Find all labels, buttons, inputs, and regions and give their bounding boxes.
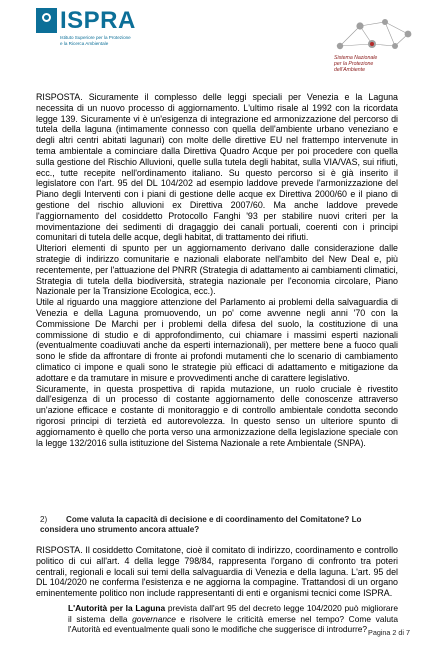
question-3-paragraph	[68, 603, 398, 635]
ispra-subtitle-line-2: e la Ricerca Ambientale	[60, 40, 109, 46]
question-3-text-b: prevista dall'art 95 del decreto legge 104/2020 può migliorare il sistema della	[68, 603, 398, 624]
answer-1	[36, 92, 398, 448]
answer-1-paragraph-3: Utile al riguardo una maggiore attenzione del Parlamento ai problemi della salvaguardia di Venezia e della Laguna promuovendo, un po' come avvenne negli anni '70 con la Commissione De Marchi per i problemi della difesa del suolo, la costituzione di una commissione di studio e di approfondimento, cui chiamare i massimi esperti nazionali (eventualmente coadiuvati anche da esperti internazionali), per mettere bene a fuoco quali sono le sfide da affrontare di fronte ai profondi mutamenti che lo scenario di cambiamento climatico ci impone e quali sono le strategie più efficaci di adattamento e mitigazione da adottare e da tramutare in misure e provvedimenti anche di carattere legislativo.	[36, 297, 398, 383]
snpa-logo	[330, 16, 420, 78]
snpa-line-1: Sistema Nazionale	[334, 55, 378, 61]
ispra-logo-subtitle	[60, 35, 190, 46]
answer-1-paragraph-2: Ulteriori elementi di spunto per un aggiornamento derivano dalle considerazione dalle strategie di indirizzo comunitarie e nazionali elaborate nell'ambito del New Deal e, più recentemente, per l'attuazione del PNRR (Strategia di adattamento ai cambiamenti climatici, Strategia di tutela della biodiversità, strategia nazionale per l'economia circolare, Piano Nazionale per la Transizione Ecologica, ecc.).	[36, 243, 398, 297]
snpa-text	[334, 56, 377, 73]
snpa-line-2: per la Protezione	[334, 60, 374, 67]
snpa-network-icon	[330, 16, 420, 56]
snpa-line-3: dell'Ambiente	[334, 66, 365, 73]
ispra-subtitle-line-1: Istituto Superiore per la Protezione	[60, 35, 131, 40]
question-2-number: 2)	[40, 515, 48, 524]
question-3-text-d: e risolvere le criticità emerse nel tempo? Come valuta l'Autorità ed eventualmente quali sono le modifiche che suggerisce di introdurre?	[68, 613, 398, 635]
page-header	[0, 0, 434, 78]
question-2-text-c: ? Lo considera uno strumento ancora attuale?	[40, 515, 362, 534]
question-2-comitatone: Comitatone	[299, 515, 345, 524]
ispra-logo-mark-icon	[36, 8, 57, 33]
ispra-logo-word: ISPRA	[60, 7, 136, 34]
answer-2-text: Il cosiddetto Comitatone, cioè il comitato di indirizzo, coordinamento e controllo politico di cui all'art. 4 della legge 798/84, rappresenta l'organo di confronto tra poteri centrali, regionali e locali sui temi della salvaguardia di Venezia e della laguna. L'art. 95 del DL 104/2020 ne conferma l'esistenza e ne aggiorna la compagine. Trattandosi di un organo eminentemente politico non include rappresentanti di enti e organismi tecnici come ISPRA.	[36, 545, 398, 599]
question-2	[40, 515, 396, 535]
answer-1-paragraph-1	[36, 92, 398, 243]
question-3	[68, 603, 398, 635]
question-3-title: L'Autorità per la Laguna	[68, 603, 166, 613]
answer-1-paragraph-4: Sicuramente, in questa prospettiva di rapida mutazione, un ruolo cruciale è rivestito dall'esigenza di un processo di costante aggiornamento delle conoscenze attraverso un'azione efficace e costante di monitoraggio e di controllo ambientale condotta secondo rigorosi principi di terzietà ed autorevolezza. In questo senso un ulteriore spunto di aggiornamento è quello che porta verso una armonizzazione della legislazione speciale con la legge 132/2016 sulla istituzione del Sistema Nazionale a rete Ambientale (SNPA).	[36, 383, 398, 448]
answer-2-paragraph	[36, 545, 398, 599]
answer-2	[36, 545, 398, 599]
page-number: Pagina 2 di 7	[368, 628, 410, 637]
question-3-governance: governance	[132, 613, 176, 624]
answer-1-text: Sicuramente il complesso delle leggi speciali per Venezia e la Laguna necessita di un nuovo processo di aggiornamento. L'ultimo risale al 1992 con la ricordata legge 139. Sicuramente vi è un'esigenza di integrazione ed armonizzazione del percorso di tutela della laguna (intimamente connesso con quella dell'ambiente urbano veneziano e degli altri centri abitati lagunari) con molte delle direttive EU nel frattempo intervenute in tema ambientale a cominciare dalla Direttiva Quadro Acque per poi procedere con quella sulla gestione del Rischio Alluvioni, quelle sulla tutela degli habitat, sulla VIA/VAS, sui rifiuti, ecc., tutte recepite nell'ordinamento italiano. Su questo percorso si è già inserito il legislatore con l'art. 95 del DL 104/202 ad esempio laddove prevede l'armonizzazione del Piano degli Interventi con i piani di gestione delle acque ex Direttiva 2000/60 e il piano di gestione del rischio alluvioni ex Direttiva 2007/60. Ma anche laddove prevede l'aggiornamento del cosiddetto Protocollo Fanghi '93 per stabilire nuovi criteri per la movimentazione dei sedimenti di dragaggio dei canali portuali, coerenti con i principi comunitari di tutela delle acque, degli habitat, di trattamento dei rifiuti.	[36, 92, 398, 243]
answer-1-label: RISPOSTA.	[36, 92, 83, 102]
answer-2-label: RISPOSTA.	[36, 545, 83, 555]
question-2-text-a: Come valuta la capacità di decisione e di coordinamento del	[66, 515, 300, 524]
